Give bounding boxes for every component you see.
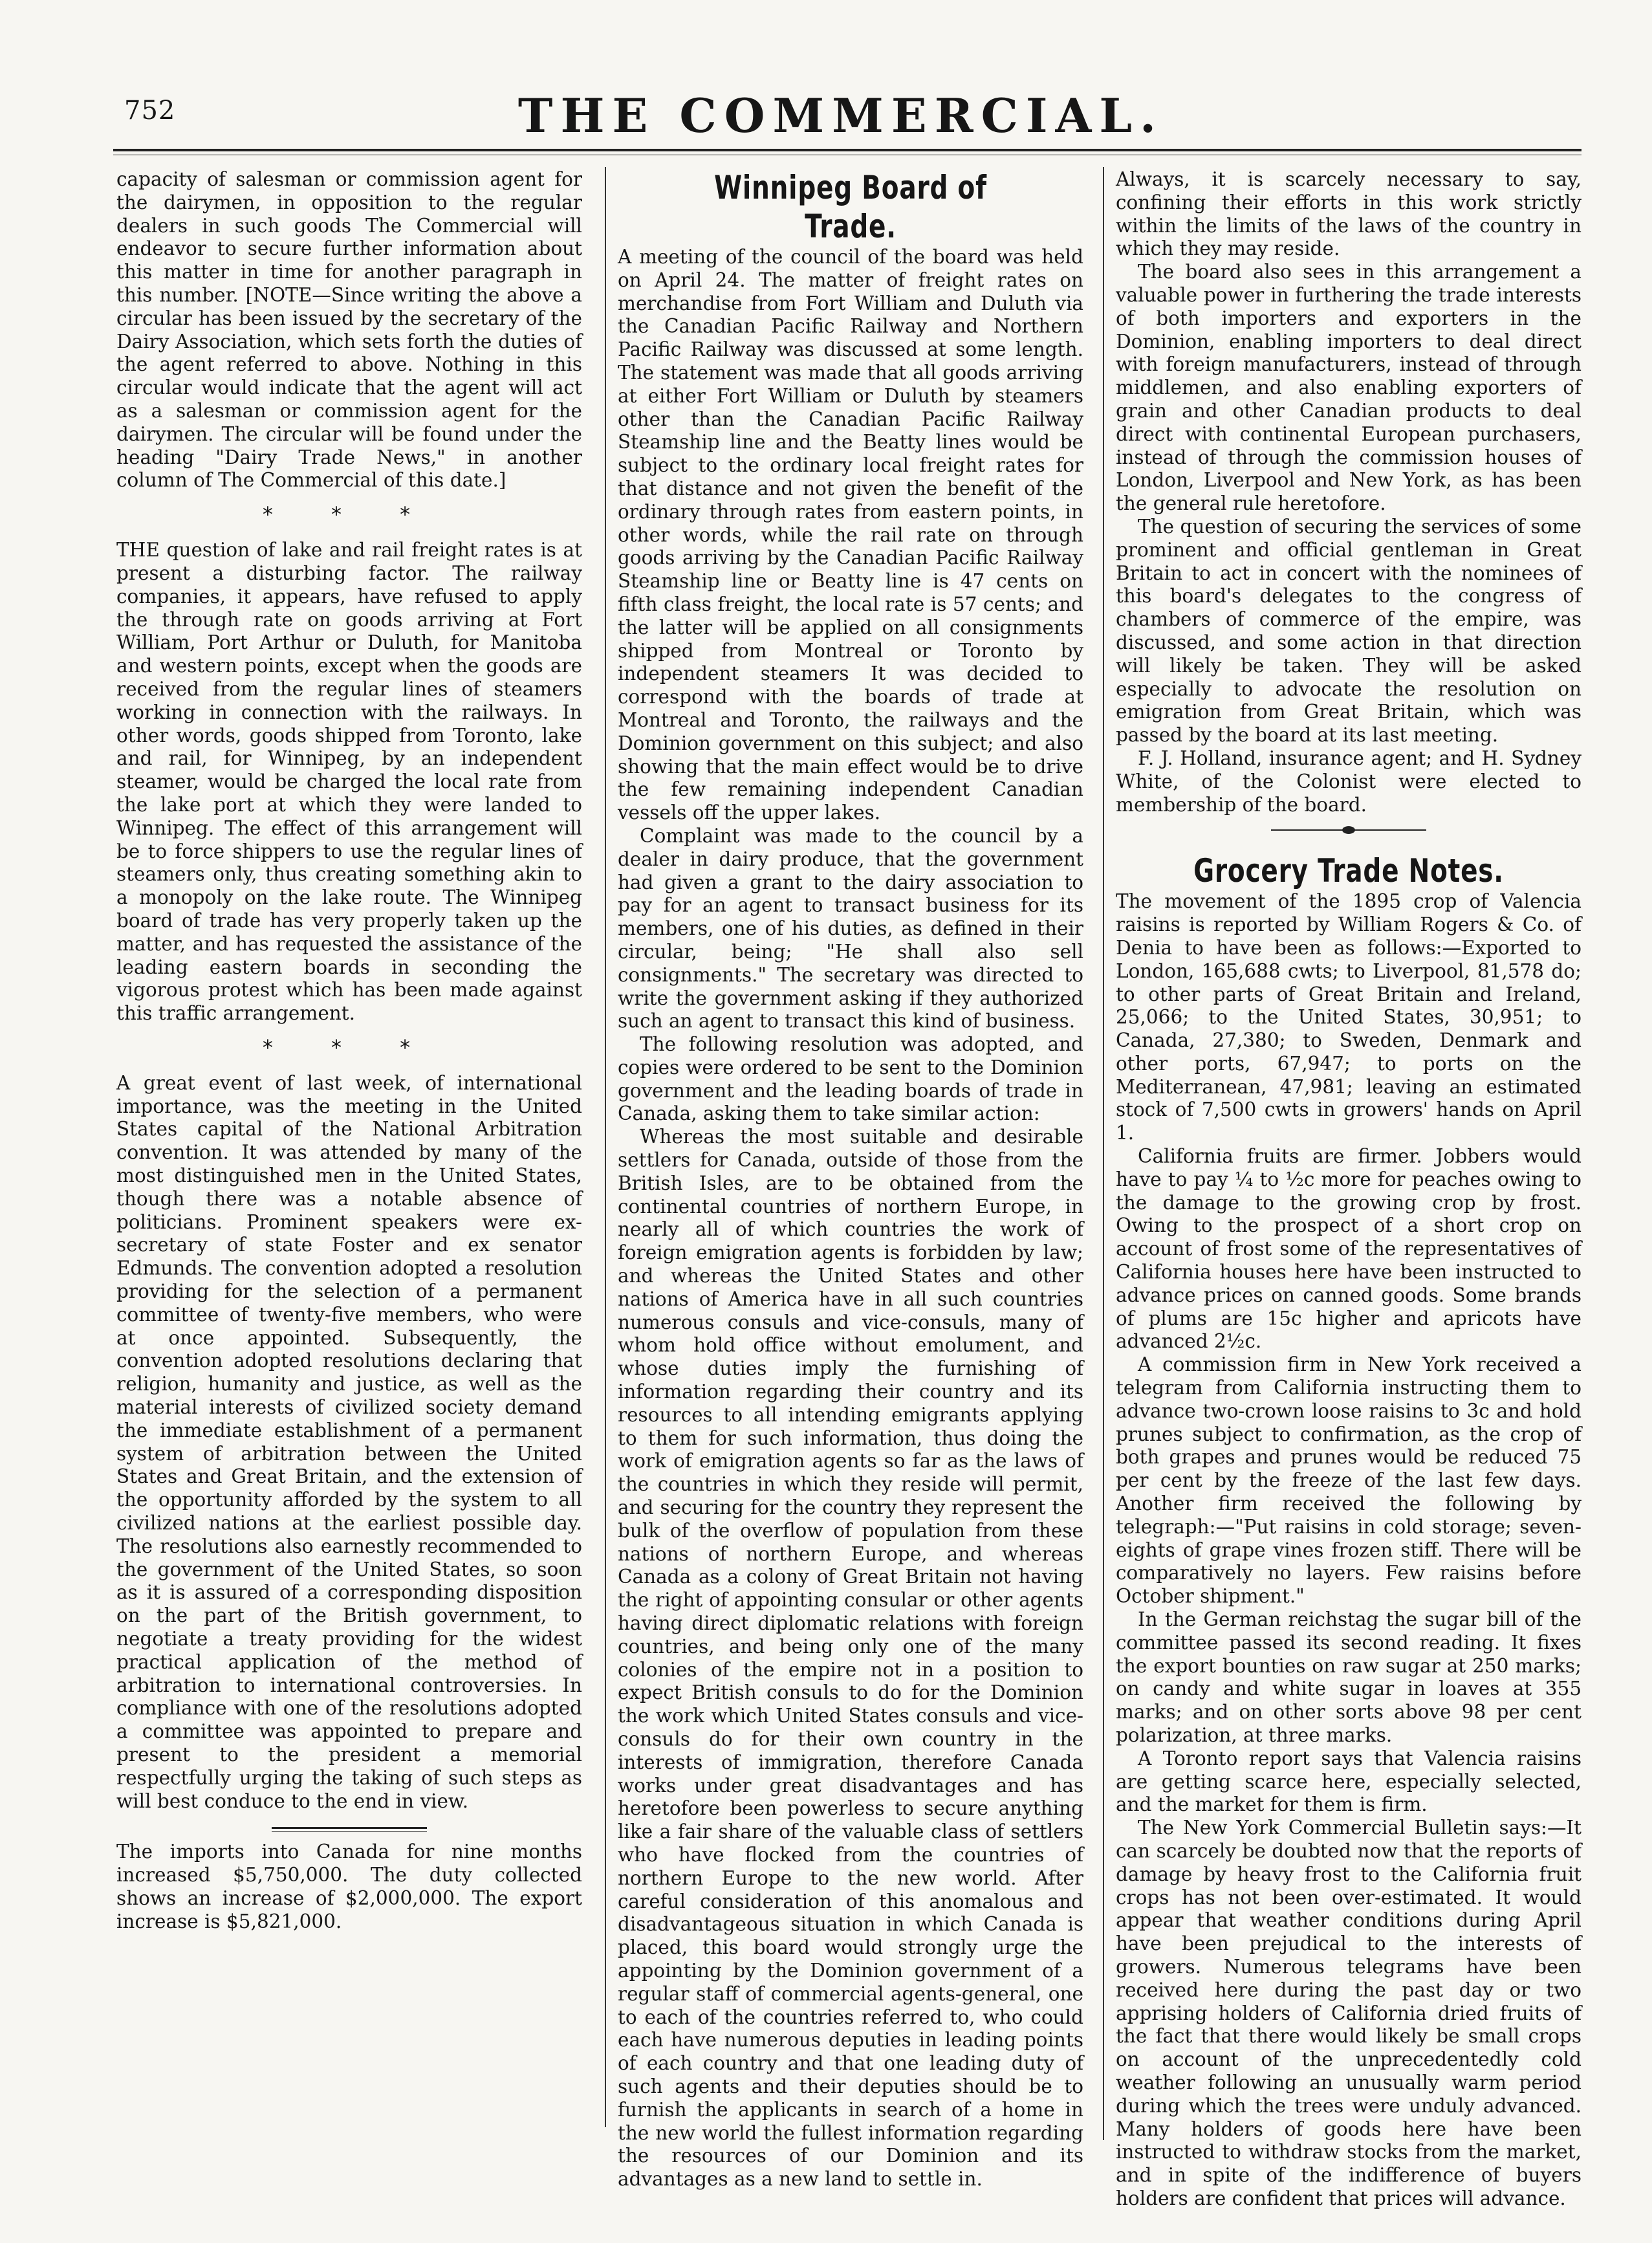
paragraph: capacity of salesman or commission agent for the dairymen, in opposition to the regular dealers in such goods The Commercial will endeavor to secure further information about this matter in time for another paragraph in this number. [NOTE—Since writing the above a circular has been issued by the secretary of the Dairy Association, which sets forth the duties of the agent referred to above. Nothing in this circular would indicate that the agent will act as a salesman or commission agent for the dairymen. The circular will be found under the heading "Dairy Trade News," in another column of The Commercial of this date.] <box>116 168 582 492</box>
paragraph: The imports into Canada for nine months increased $5,750,000. The duty collected shows an increase of $2,000,000. The export increase is $5,821,000. <box>116 1841 582 1932</box>
section-stars: * * * <box>262 502 437 527</box>
section-stars: * * * <box>262 1034 437 1060</box>
paragraph: A Toronto report says that Valencia raisins are getting scarce here, especially selected, and the market for them is firm. <box>1116 1747 1581 1816</box>
masthead-title: THE COMMERCIAL. <box>517 88 1164 143</box>
article-heading: Winnipeg Board of Trade. <box>714 169 987 245</box>
paragraph: Complaint was made to the council by a dealer in dairy produce, that the government had given a grant to the dairy association to pay for an agent to transact business for its members, one of his duties, as defined in their circular, being; "He shall also sell consignments." The secretary was directed to write the government asking if they authorized such an agent to transact this kind of business. <box>618 824 1083 1033</box>
section-divider <box>272 1827 427 1832</box>
column-middle <box>618 168 1083 2191</box>
paragraph: Always, it is scarcely necessary to say, confining their efforts in this work strictly within the limits of the laws of the country in which they may reside. <box>1116 168 1581 260</box>
column-separator <box>1103 167 1104 2140</box>
column-left <box>116 168 582 1934</box>
paragraph: THE question of lake and rail freight rates is at present a disturbing factor. The railway companies, it appears, have refused to apply the through rate on goods arriving at Fort William, Port Arthur or Duluth, for Manitoba and western points, except when the goods are received from the regular lines of steamers working in connection with the railways. In other words, goods shipped from Toronto, lake and rail, for Winnipeg, by an independent steamer, would be charged the local rate from the lake port at which they were landed to Winnipeg. The effect of this arrangement will be to force shippers to use the regular lines of steamers only, thus creating something akin to a monopoly on the lake route. The Winnipeg board of trade has very properly taken up the matter, and has requested the assistance of the leading eastern boards in seconding the vigorous protest which has been made against this traffic arrangement. <box>116 539 582 1025</box>
column-right <box>1116 168 1581 2211</box>
paragraph: In the German reichstag the sugar bill of the committee passed its second reading. It fixes the export bounties on raw sugar at 250 marks; on candy and white sugar in loaves at 355 marks; and on other sorts above 98 per cent polarization, at three marks. <box>1116 1608 1581 1746</box>
paragraph: The following resolution was adopted, and copies were ordered to be sent to the Dominion government and the leading boards of trade in Canada, asking them to take similar action: <box>618 1033 1083 1125</box>
header-rule <box>113 149 1581 155</box>
paragraph: The New York Commercial Bulletin says:—It can scarcely be doubted now that the reports of damage by heavy frost to the California fruit crops has not been over-estimated. It would appear that weather conditions during April have been prejudical to the interests of growers. Numerous telegrams have been received here during the past day or two apprising holders of California dried fruits of the fact that there would likely be small crops on account of the unprecedentedly cold weather following an unusually warm period during which the trees were unduly advanced. Many holders of goods here have been instructed to withdraw stocks from the market, and in spite of the indifference of buyers holders are confident that prices will advance. <box>1116 1817 1581 2209</box>
column-separator <box>605 167 606 2127</box>
paragraph: A meeting of the council of the board was held on April 24. The matter of freight rates on merchandise from Fort William and Duluth via the Canadian Pacific Railway and Northern Pacific Railway was discussed at some length. The statement was made that all goods arriving at either Fort William or Duluth by steamers other than the Canadian Pacific Railway Steamship line and the Beatty lines would be subject to the ordinary local freight rates for that distance and not given the benefit of the ordinary through rates from eastern points, in other words, while the rail rate on through goods arriving by the Canadian Pacific Railway Steamship line or Beatty line is 47 cents on fifth class freight, the local rate is 57 cents; and the latter will be applied on all consignments shipped from Montreal or Toronto by independent steamers It was decided to correspond with the boards of trade at Montreal and Toronto, the railways and the Dominion government on this subject; and also showing that the main effect would be to drive the few remaining independent Canadian vessels off the upper lakes. <box>618 246 1083 824</box>
paragraph: California fruits are firmer. Jobbers would have to pay ¼ to ½c more for peaches owing to the damage to the growing crop by frost. Owing to the prospect of a short crop on account of frost some of the representatives of California houses here have been instructed to advance prices on canned goods. Some brands of plums are 15c higher and apricots have advanced 2½c. <box>1116 1145 1581 1353</box>
page-number: 752 <box>124 96 176 126</box>
section-divider <box>1271 829 1426 837</box>
paragraph: F. J. Holland, insurance agent; and H. Sydney White, of the Colonist were elected to membership of the board. <box>1116 747 1581 816</box>
paragraph: A commission firm in New York received a telegram from California instructing them to advance two-crown loose raisins to 3c and hold prunes subject to confirmation, as the crop of both grapes and prunes would be reduced 75 per cent by the freeze of the last few days. Another firm received the following by telegraph:—"Put raisins in cold storage; seven-eights of grape vines frozen stiff. There will be comparatively no layers. Few raisins before October shipment." <box>1116 1353 1581 1608</box>
paragraph: Whereas the most suitable and desirable settlers for Canada, outside of those from the British Isles, are to be obtained from the continental countries of northern Europe, in nearly all of which countries the work of foreign emigration agents is forbidden by law; and whereas the United States and other nations of America have in all such countries numerous consuls and vice-consuls, many of whom hold office without emolument, and whose duties imply the furnishing of information regarding their country and its resources to all intending emigrants applying to them for such information, thus doing the work of emigration agents so far as the laws of the countries in which they reside will permit, and securing for the country they represent the bulk of the overflow of population from these nations of northern Europe, and whereas Canada as a colony of Great Britain not having the right of appointing consular or other agents having direct diplomatic relations with foreign countries, and being only one of the many colonies of the empire not in a position to expect British consuls to do for the Dominion the work which United States consuls and vice-consuls do for their own country in the interests of immigration, therefore Canada works under great disadvantages and has heretofore been powerless to secure anything like a fair share of the valuable class of settlers who have flocked from the countries of northern Europe to the new world. After careful consideration of this anomalous and disadvantageous situation in which Canada is placed, this board would strongly urge the appointing by the Dominion government of a regular staff of commercial agents-general, one to each of the countries referred to, who could each have numerous deputies in leading points of each country and that one leading duty of such agents and their deputies should be to furnish the applicants in search of a home in the new world the fullest information regarding the resources of our Dominion and its advantages as a new land to settle in. <box>618 1126 1083 2191</box>
paragraph: A great event of last week, of international importance, was the meeting in the United States capital of the National Arbitration convention. It was attended by many of the most distinguished men in the United States, though there was a notable absence of politicians. Prominent speakers were ex-secretary of state Foster and ex senator Edmunds. The convention adopted a resolution providing for the selection of a permanent committee of twenty-five members, who were at once appointed. Subsequently, the convention adopted resolutions declaring that religion, humanity and justice, as well as the material interests of civilized society demand the immediate establishment of a permanent system of arbitration between the United States and Great Britain, and the extension of the opportunity afforded by the system to all civilized nations at the earliest possible day. The resolutions also earnestly recommended to the government of the United States, so soon as it is assured of a corresponding disposition on the part of the British government, to negotiate a treaty providing for the widest practical application of the method of arbitration to international controversies. In compliance with one of the resolutions adopted a committee was appointed to prepare and present to the president a memorial respectfully urging the taking of such steps as will best conduce to the end in view. <box>116 1071 582 1812</box>
article-heading: Grocery Trade Notes. <box>1193 852 1504 890</box>
paragraph: The movement of the 1895 crop of Valencia raisins is reported by William Rogers & Co. of Denia to have been as follows:—Exported to London, 165,688 cwts; to Liverpool, 81,578 do; to other parts of Great Britain and Ireland, 25,066; to the United States, 30,951; to Canada, 27,380; to Sweden, Denmark and other ports, 67,947; to ports on the Mediterranean, 47,981; leaving an estimated stock of 7,500 cwts in growers' hands on April 1. <box>1116 890 1581 1144</box>
paragraph: The board also sees in this arrangement a valuable power in furthering the trade interests of both importers and exporters in the Dominion, enabling importers to deal direct with foreign manufacturers, instead of through middlemen, and also enabling exporters of grain and other Canadian products to deal direct with continental European purchasers, instead of through the commission houses of London, Liverpool and New York, as has been the general rule heretofore. <box>1116 261 1581 515</box>
paragraph: The question of securing the services of some prominent and official gentleman in Great Britain to act in concert with the nominees of this board's delegates to the congress of chambers of commerce of the empire, was discussed, and some action in that direction will likely be taken. They will be asked especially to advocate the resolution on emigration from Great Britain, which was passed by the board at its last meeting. <box>1116 515 1581 747</box>
